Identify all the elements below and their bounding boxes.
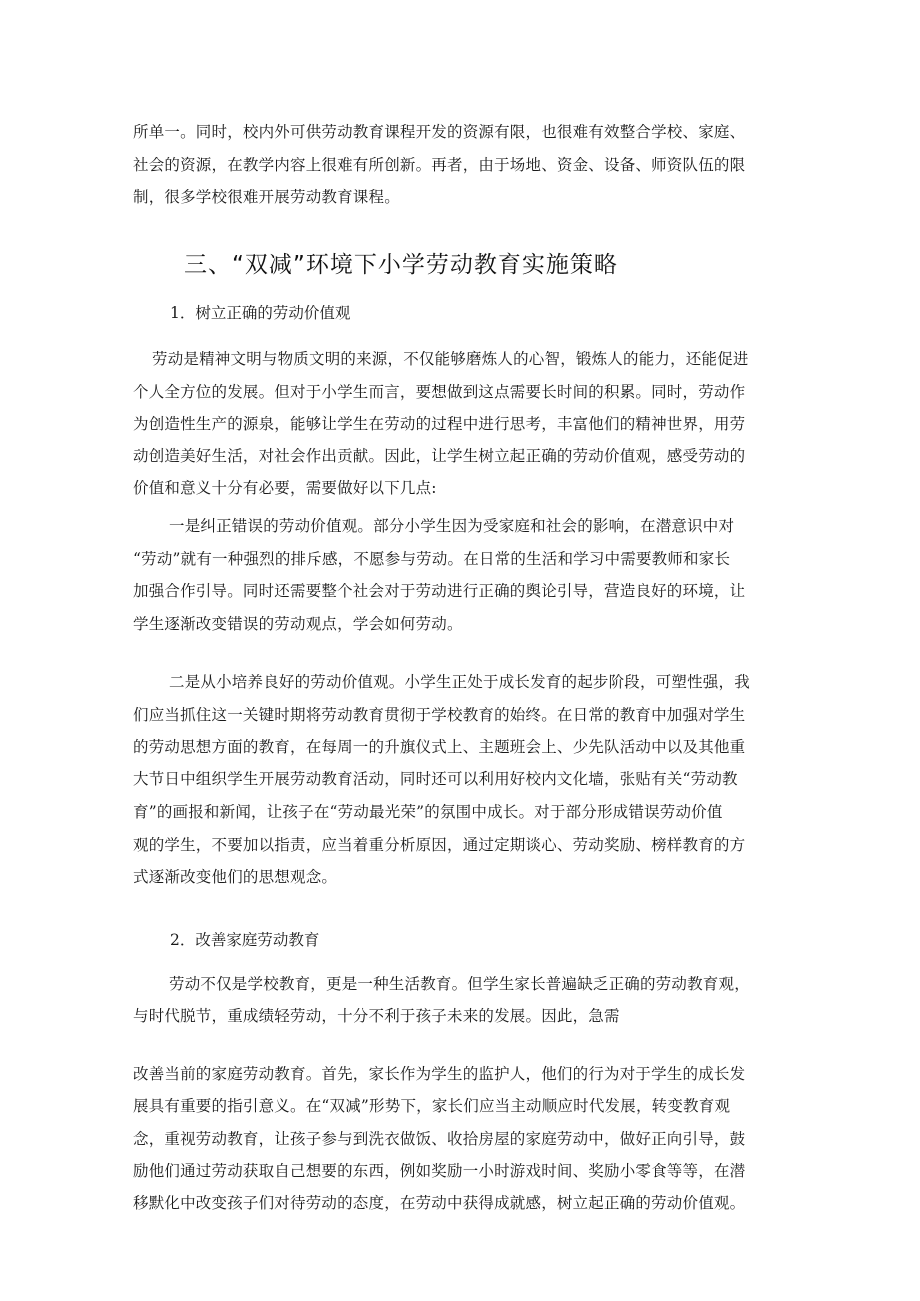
paragraph-line: 为创造性生产的源泉，能够让学生在劳动的过程中进行思考，丰富他们的精神世界，用劳	[133, 415, 746, 433]
paragraph-line: 式逐渐改变他们的思想观念。	[133, 868, 338, 886]
paragraph-line: 的劳动思想方面的教育，在每周一的升旗仪式上、主题班会上、少先队活动中以及其他重	[133, 738, 746, 756]
paragraph-line: 一是纠正错误的劳动价值观。部分小学生因为受家庭和社会的影响，在潜意识中对	[169, 517, 735, 535]
paragraph-line: 大节日中组织学生开展劳动教育活动，同时还可以利用好校内文化墙，张贴有关“劳动教	[133, 770, 738, 788]
paragraph-line: 社会的资源，在教学内容上很难有所创新。再者，由于场地、资金、设备、师资队伍的限	[133, 156, 746, 174]
paragraph-line: 动创造美好生活，对社会作出贡献。因此，让学生树立起正确的劳动价值观，感受劳动的	[133, 447, 746, 465]
paragraph-line: 移默化中改变孩子们对待劳动的态度，在劳动中获得成就感，树立起正确的劳动价值观。	[133, 1194, 746, 1212]
paragraph-line: 二是从小培养良好的劳动价值观。小学生正处于成长发育的起步阶段，可塑性强，我	[169, 673, 750, 691]
paragraph-line: 劳动是精神文明与物质文明的来源，不仅能够磨炼人的心智，锻炼人的能力，还能促进	[152, 350, 749, 368]
paragraph-line: 个人全方位的发展。但对于小学生而言，要想做到这点需要长时间的积累。同时，劳动作	[133, 383, 746, 401]
paragraph-line: 励他们通过劳动获取自己想要的东西，例如奖励一小时游戏时间、奖励小零食等等，在潜	[133, 1162, 746, 1180]
paragraph-line: 价值和意义十分有必要，需要做好以下几点:	[133, 479, 437, 497]
paragraph-line: 展具有重要的指引意义。在“双减”形势下，家长们应当主动顺应时代发展，转变教育观	[133, 1097, 731, 1115]
section-heading: 三、“双减”环境下小学劳动教育实施策略	[184, 252, 618, 278]
paragraph-line: 与时代脱节，重成绩轻劳动，十分不利于孩子未来的发展。因此，急需	[133, 1007, 620, 1025]
paragraph-line: 所单一。同时，校内外可供劳动教育课程开发的资源有限，也很难有效整合学校、家庭、	[133, 123, 746, 141]
paragraph-line: 改善当前的家庭劳动教育。首先，家长作为学生的监护人，他们的行为对于学生的成长发	[133, 1065, 746, 1083]
paragraph-line: 观的学生，不要加以指责，应当着重分析原因，通过定期谈心、劳动奖励、榜样教育的方	[133, 836, 746, 854]
paragraph-line: 念，重视劳动教育，让孩子参与到洗衣做饭、收拾房屋的家庭劳动中，做好正向引导，鼓	[133, 1130, 746, 1148]
paragraph-line: 劳动不仅是学校教育，更是一种生活教育。但学生家长普遍缺乏正确的劳动教育观，	[169, 975, 750, 993]
subsection-heading: 2．改善家庭劳动教育	[170, 931, 320, 949]
paragraph-line: 育”的画报和新闻，让孩子在“劳动最光荣”的氛围中成长。对于部分形成错误劳动价值	[133, 803, 723, 821]
paragraph-line: 们应当抓住这一关键时期将劳动教育贯彻于学校教育的始终。在日常的教育中加强对学生	[133, 706, 746, 724]
paragraph-line: 学生逐渐改变错误的劳动观点，学会如何劳动。	[133, 615, 463, 633]
paragraph-line: 制，很多学校很难开展劳动教育课程。	[133, 188, 400, 206]
subsection-heading: 1．树立正确的劳动价值观	[170, 304, 351, 322]
paragraph-line: 加强合作引导。同时还需要整个社会对于劳动进行正确的舆论引导，营造良好的环境，让	[133, 582, 746, 600]
paragraph-line: “劳动”就有一种强烈的排斥感，不愿参与劳动。在日常的生活和学习中需要教师和家长	[133, 550, 731, 568]
